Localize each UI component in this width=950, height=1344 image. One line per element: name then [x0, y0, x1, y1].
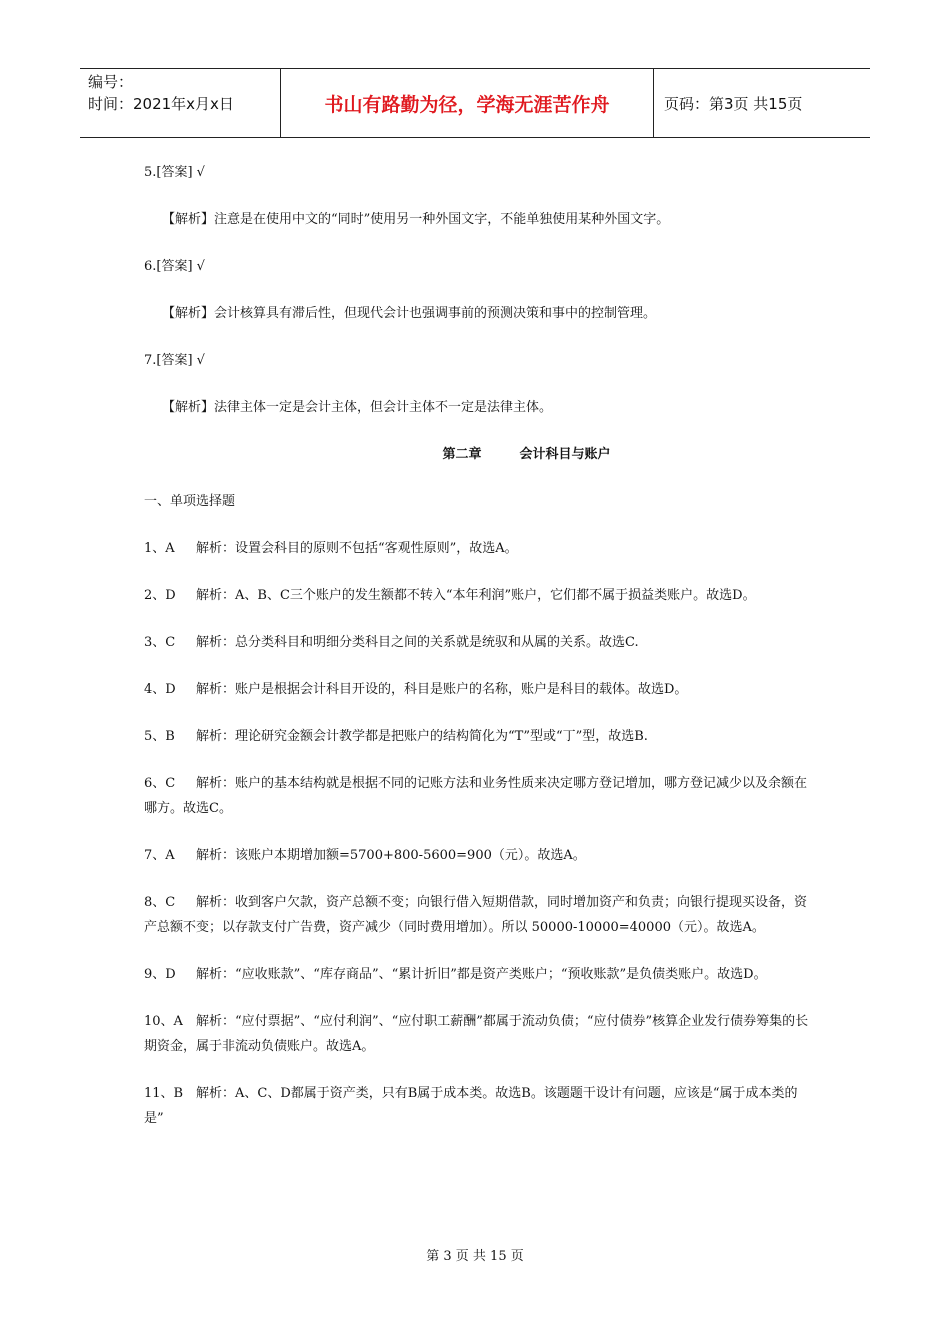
- page-footer: 第 3 页 共 15 页: [426, 1249, 524, 1264]
- question-analysis: 解析：账户是根据会计科目开设的，科目是账户的名称，账户是科目的载体。故选D。: [196, 682, 688, 697]
- question-number: 2、D: [144, 588, 176, 603]
- question-number: 7、A: [144, 848, 175, 863]
- question-number: 9、D: [144, 967, 176, 982]
- question-number: 3、C: [144, 635, 176, 650]
- header-motto: 书山有路勤为径，学海无涯苦作舟: [281, 69, 654, 137]
- number-label: 编号：: [88, 73, 134, 91]
- question-analysis: 解析：收到客户欠款，资产总额不变；向银行借入短期借款，同时增加资产和负责；向银行提现买设备，资产总额不变；以存款支付广告费，资产减少（同时费用增加）。所以 50000-10000=40000（元）。故选A。: [144, 895, 808, 935]
- analysis-7: 【解析】法律主体一定是会计主体，但会计主体不一定是法律主体。: [162, 400, 553, 415]
- question-number: 8、C: [144, 895, 176, 910]
- question-item: [144, 724, 809, 749]
- answer-6: 6.[答案] √: [144, 259, 205, 274]
- question-item: [144, 583, 809, 608]
- chapter-number: 第二章: [442, 447, 482, 462]
- question-analysis: 解析：账户的基本结构就是根据不同的记账方法和业务性质来决定哪方登记增加，哪方登记减少以及余额在哪方。故选C。: [144, 776, 808, 816]
- question-item: [144, 536, 809, 561]
- question-item: [144, 630, 809, 655]
- analysis-5: 【解析】注意是在使用中文的“同时”使用另一种外国文字，不能单独使用某种外国文字。: [162, 212, 670, 227]
- question-number: 1、A: [144, 541, 175, 556]
- question-analysis: 解析：该账户本期增加额=5700+800-5600=900（元）。故选A。: [196, 848, 586, 863]
- section-heading: 一、单项选择题: [144, 494, 236, 509]
- chapter-heading: [144, 442, 809, 467]
- question-analysis: 解析：A、C、D都属于资产类，只有B属于成本类。故选B。该题题干设计有问题，应该是“属于成本类的是”: [144, 1086, 798, 1126]
- question-analysis: 解析：总分类科目和明细分类科目之间的关系就是统驭和从属的关系。故选C.: [196, 635, 639, 650]
- analysis-6: 【解析】会计核算具有滞后性，但现代会计也强调事前的预测决策和事中的控制管理。: [162, 306, 657, 321]
- question-item: [144, 1009, 809, 1059]
- header-page-info: 页码：第3页 共15页: [664, 94, 803, 113]
- question-item: [144, 771, 809, 821]
- question-number: 5、B: [144, 729, 175, 744]
- question-analysis: 解析：设置会科目的原则不包括“客观性原则”，故选A。: [196, 541, 518, 556]
- question-analysis: 解析：“应收账款”、“库存商品”、“累计折旧”都是资产类账户；“预收账款”是负债类账户。故选D。: [196, 967, 767, 982]
- chapter-title: 会计科目与账户: [519, 447, 611, 462]
- question-item: [144, 1081, 809, 1131]
- answer-5: 5.[答案] √: [144, 165, 205, 180]
- question-item: [144, 890, 809, 940]
- question-number: 11、B: [144, 1086, 184, 1101]
- header-meta: [80, 69, 281, 137]
- document-body: [144, 160, 809, 1153]
- question-item: [144, 677, 809, 702]
- question-item: [144, 843, 809, 868]
- question-number: 10、A: [144, 1014, 183, 1029]
- question-number: 4、D: [144, 682, 176, 697]
- time-label: 时间：2021年x月x日: [88, 95, 234, 113]
- question-item: [144, 962, 809, 987]
- question-analysis: 解析：理论研究金额会计教学都是把账户的结构简化为“T”型或“丁”型，故选B.: [196, 729, 648, 744]
- question-number: 6、C: [144, 776, 176, 791]
- answer-7: 7.[答案] √: [144, 353, 205, 368]
- question-analysis: 解析：A、B、C三个账户的发生额都不转入“本年利润”账户，它们都不属于损益类账户。故选D。: [196, 588, 756, 603]
- page-header: [80, 68, 870, 138]
- question-analysis: 解析：“应付票据”、“应付利润”、“应付职工薪酬”都属于流动负债；“应付债券”核算企业发行债券筹集的长期资金，属于非流动负债账户。故选A。: [144, 1014, 809, 1054]
